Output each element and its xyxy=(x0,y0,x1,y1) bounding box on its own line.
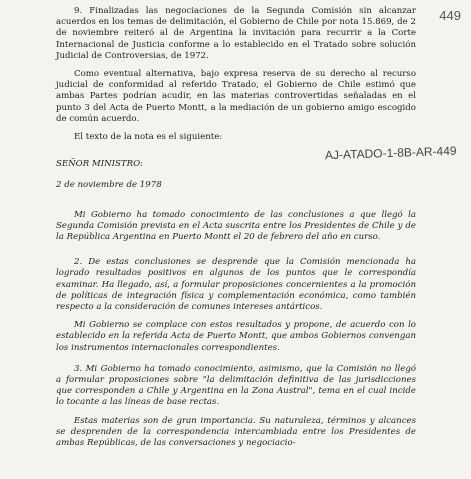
paragraph-9: 9. Finalizadas las negociaciones de la Segunda Comisión sin alcanzar acuerdos en los temas de delimitación, el Gobierno de Chile por nota 15.869, de 2 de noviembre reiteró al de Argentina la invitación para recurrir a la Corte Internacional de Justicia conforme a lo establecido en el Tratado sobre solución Judicial de Controversias, de 1972. xyxy=(56,6,416,61)
letter-paragraph-3: 3. Mi Gobierno ha tomado conocimiento, asimismo, que la Comisión no llegó a formular proposiciones sobre "la delimitación definitiva de las jurisdicciones que corresponden a Chile y Argentina en la Zona Austral", tema en el cual incide lo tocante a las líneas de base rectas. xyxy=(56,363,416,408)
letter-paragraph-3b: Estas materias son de gran importancia. Su naturaleza, términos y alcances se desprenden de la correspondencia intercambiada entre los Presidentes de ambas Repúblicas, de las conversaciones y negociacio- xyxy=(56,415,416,449)
salutation: SEÑOR MINISTRO: xyxy=(56,159,144,170)
page-number: 449 xyxy=(439,8,461,23)
paragraph-alternative: Como eventual alternativa, bajo expresa reserva de su derecho al recurso judicial de conformidad al referido Tratado, el Gobierno de Chile estimó que ambas Partes podrían acudir, en las materias controvertidas señaladas en el punto 3 del Acta de Puerto Montt, a la mediación de un gobierno amigo escogido de común acuerdo. xyxy=(56,69,416,124)
letter-paragraph-2b: Mi Gobierno se complace con estos resultados y propone, de acuerdo con lo establecido en la referida Acta de Puerto Montt, que ambos Gobiernos convengan los instrumentos internacionales correspondientes. xyxy=(56,320,416,353)
letter-paragraph-2: 2. De estas conclusiones se desprende que la Comisión mencionada ha logrado resultados positivos en algunos de los puntos que le correspondía examinar. Ha llegado, así, a formular proposiciones concernientes a la promoción de políticas de integración física y complementación económica, como también respecto a la consideración de comunes intereses antárticos. xyxy=(56,257,416,313)
letter-paragraph-1: Mi Gobierno ha tomado conocimiento de las conclusiones a que llegó la Segunda Comisión prevista en el Acta suscrita entre los Presidentes de Chile y de la República Argentina en Puerto Montt el 20 de febrero del año en curso. xyxy=(56,209,416,243)
archive-reference: AJ-ATADO-1-8B-AR-449 xyxy=(325,143,458,163)
letter-date: 2 de noviembre de 1978 xyxy=(56,180,162,191)
paragraph-note-intro: El texto de la nota es el siguiente: xyxy=(74,132,223,143)
document-body xyxy=(56,6,416,456)
